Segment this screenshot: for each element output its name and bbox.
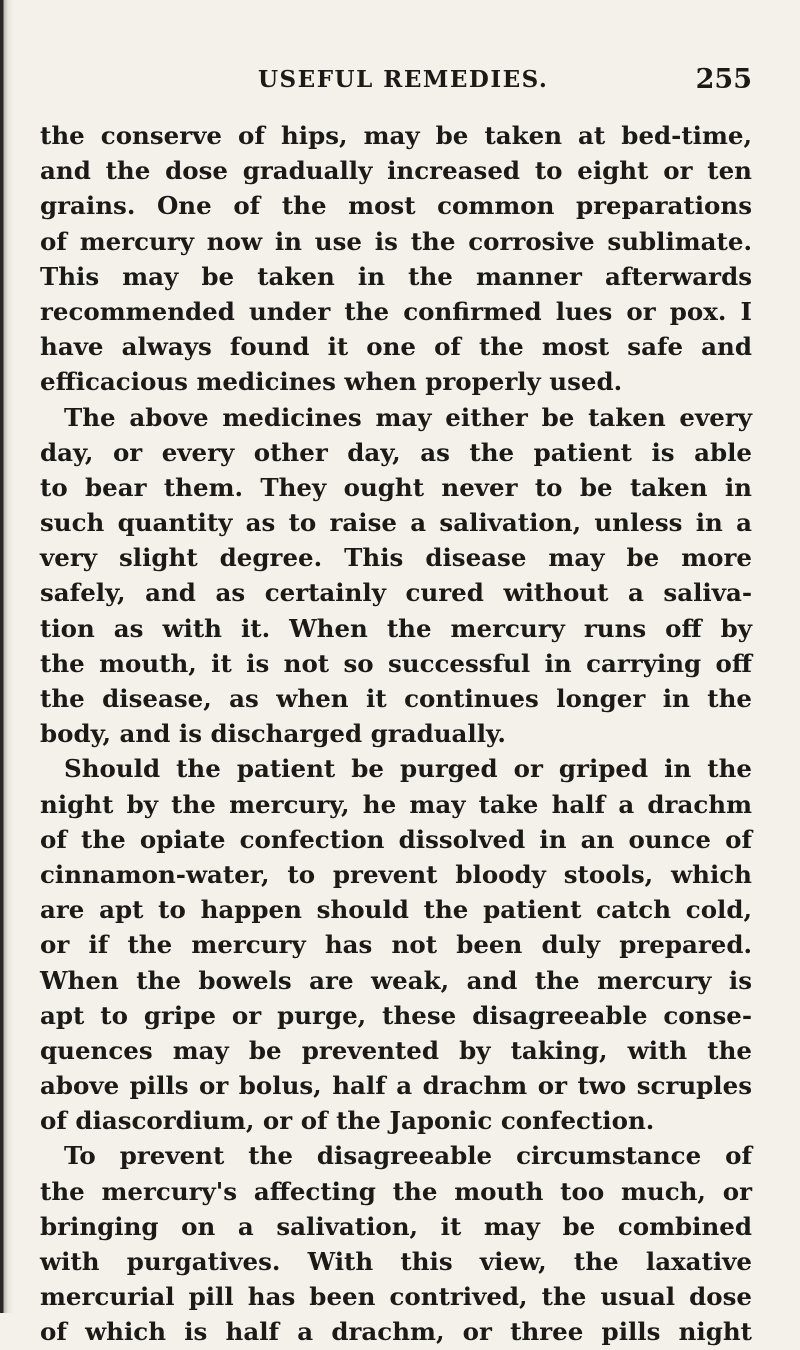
text-line: grains. One of the most common preparations	[40, 191, 752, 221]
text-line: such quantity as to raise a salivation, unless in a	[40, 508, 752, 538]
text-line: or if the mercury has not been duly prepared.	[40, 930, 752, 960]
running-head	[36, 62, 752, 102]
text-line: day, or every other day, as the patient is able	[40, 437, 752, 467]
paragraph-start-line: Should the patient be purged or griped in the	[64, 754, 752, 784]
text-line: the mouth, it is not so successful in carrying off	[40, 648, 752, 678]
text-line: recommended under the confirmed lues or pox. I	[40, 296, 752, 326]
text-line: have always found it one of the most safe and	[40, 332, 752, 362]
page-edge-shadow	[0, 0, 14, 1313]
text-line: This may be taken in the manner afterwards	[40, 261, 752, 291]
paragraph-start-line: The above medicines may either be taken every	[64, 402, 752, 432]
text-line: night by the mercury, he may take half a drachm	[40, 789, 752, 819]
body-text	[40, 118, 752, 1350]
text-line: the conserve of hips, may be taken at bed-time,	[40, 121, 752, 150]
paragraph-start-line: To prevent the disagreeable circumstance of	[64, 1141, 752, 1171]
text-line: and the dose gradually increased to eight or ten	[40, 156, 752, 186]
text-line: bringing on a salivation, it may be combined	[40, 1211, 752, 1241]
text-line: efficacious medicines when properly used.	[40, 367, 623, 397]
text-line: very slight degree. This disease may be more	[40, 543, 752, 573]
text-line: apt to gripe or purge, these disagreeable conse-	[40, 1000, 752, 1030]
text-line: of mercury now in use is the corrosive sublimate.	[40, 226, 752, 256]
text-line: of diascordium, or of the Japonic confection.	[40, 1106, 655, 1136]
text-line: body, and is discharged gradually.	[40, 719, 506, 749]
text-line: When the bowels are weak, and the mercury is	[40, 965, 752, 995]
text-line: the mercury's affecting the mouth too much, or	[40, 1176, 752, 1206]
text-line: of the opiate confection dissolved in an ounce of	[40, 824, 752, 854]
text-line: above pills or bolus, half a drachm or two scruples	[40, 1071, 752, 1101]
text-line: with purgatives. With this view, the laxative	[40, 1247, 752, 1276]
text-line: quences may be prevented by taking, with the	[40, 1035, 752, 1065]
text-line: the disease, as when it continues longer in the	[40, 684, 752, 713]
text-line: are apt to happen should the patient catch cold,	[40, 895, 752, 925]
text-line: cinnamon-water, to prevent bloody stools, which	[40, 859, 752, 889]
text-line: of which is half a drachm, or three pills night	[40, 1317, 752, 1347]
text-line: tion as with it. When the mercury runs off by	[40, 613, 752, 643]
running-head-title: USEFUL REMEDIES.	[258, 66, 549, 93]
page-number: 255	[695, 64, 752, 95]
text-line: to bear them. They ought never to be taken in	[40, 472, 752, 502]
text-line: mercurial pill has been contrived, the usual dose	[40, 1282, 752, 1312]
text-line: safely, and as certainly cured without a saliva-	[40, 578, 752, 608]
